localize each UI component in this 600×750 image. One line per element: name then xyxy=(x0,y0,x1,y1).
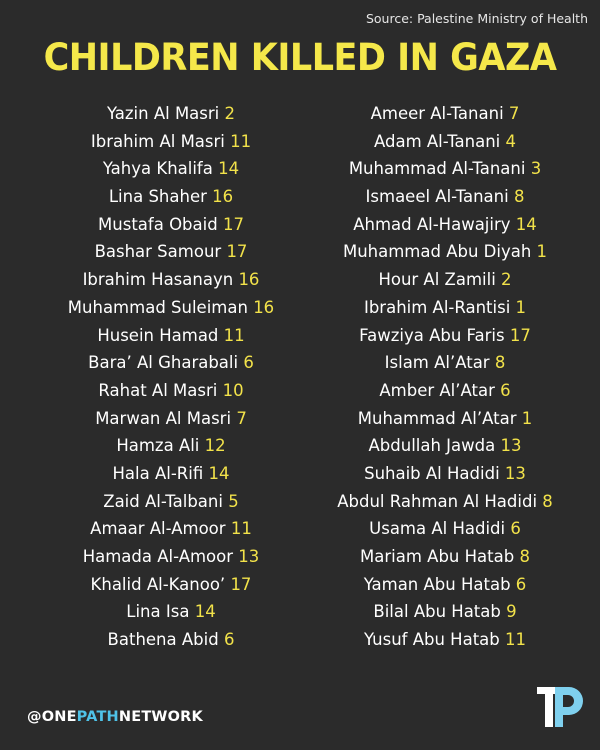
child-name: Hamada Al-Amoor xyxy=(82,547,234,566)
child-age: 11 xyxy=(230,519,252,539)
child-age: 2 xyxy=(501,270,512,290)
list-item xyxy=(290,211,600,239)
handle-path: PATH xyxy=(76,709,119,725)
list-item xyxy=(290,543,600,571)
child-name: Fawziya Abu Faris xyxy=(359,325,505,345)
child-age: 8 xyxy=(513,187,525,207)
child-name: Bara’ Al Gharabali xyxy=(88,353,239,373)
child-age: 9 xyxy=(506,602,517,622)
list-item xyxy=(290,488,600,516)
child-name: Ismaeel Al-Tanani xyxy=(365,187,509,207)
onepath-logo-icon xyxy=(537,683,585,731)
child-name: Adam Al-Tanani xyxy=(373,131,501,151)
child-name: Muhammad Abu Diyah xyxy=(342,242,532,262)
child-age: 17 xyxy=(222,214,244,234)
list-item xyxy=(290,460,600,488)
child-age: 11 xyxy=(505,630,527,650)
child-age: 1 xyxy=(515,297,527,317)
child-name: Suhaib Al Hadidi xyxy=(364,463,500,483)
child-name: Ameer Al-Tanani xyxy=(370,104,504,123)
list-item xyxy=(290,515,600,543)
child-age: 6 xyxy=(243,353,254,373)
child-name: Hour Al Zamili xyxy=(378,270,496,290)
child-name: Muhammad Al’Atar xyxy=(357,408,517,428)
child-age: 17 xyxy=(509,325,531,345)
page-title: CHILDREN KILLED IN GAZA xyxy=(43,36,557,80)
child-name: Yazin Al Masri xyxy=(106,104,220,123)
child-age: 11 xyxy=(223,325,245,345)
child-age: 17 xyxy=(230,574,252,594)
child-age: 14 xyxy=(515,214,537,234)
list-item xyxy=(290,405,600,433)
list-item xyxy=(290,432,600,460)
names-list xyxy=(0,100,600,660)
child-age: 13 xyxy=(238,547,260,566)
child-name: Hala Al-Rifi xyxy=(112,463,204,483)
child-name: Husein Hamad xyxy=(97,325,219,345)
child-name: Hamza Ali xyxy=(116,436,200,456)
child-age: 1 xyxy=(536,242,548,262)
child-name: Abdullah Jawda xyxy=(368,436,496,456)
child-name: Lina Isa xyxy=(126,602,190,622)
child-name: Mustafa Obaid xyxy=(98,214,218,234)
child-age: 13 xyxy=(500,436,522,456)
list-item xyxy=(290,322,600,350)
list-item xyxy=(290,598,600,626)
child-name: Muhammad Suleiman xyxy=(67,297,248,317)
child-name: Khalid Al-Kanoo’ xyxy=(90,574,226,594)
list-item xyxy=(290,349,600,377)
child-name: Islam Al’Atar xyxy=(384,353,490,373)
child-age: 8 xyxy=(542,491,553,511)
handle-one: ONE xyxy=(41,709,77,725)
child-name: Mariam Abu Hatab xyxy=(360,547,515,566)
child-age: 14 xyxy=(218,159,240,179)
list-item xyxy=(290,100,600,128)
child-age: 6 xyxy=(510,519,521,539)
child-name: Yahya Khalifa xyxy=(102,159,213,179)
child-age: 13 xyxy=(504,463,526,483)
child-age: 17 xyxy=(226,242,248,262)
handle-at: @ xyxy=(27,709,42,725)
child-name: Ibrahim Hasanayn xyxy=(82,270,234,290)
list-item xyxy=(290,294,600,322)
child-name: Bathena Abid xyxy=(107,630,219,650)
list-item xyxy=(290,238,600,266)
right-column xyxy=(290,100,600,654)
child-name: Ibrahim Al-Rantisi xyxy=(363,297,511,317)
child-name: Bilal Abu Hatab xyxy=(373,602,501,622)
child-age: 1 xyxy=(521,408,533,428)
footer-handle xyxy=(27,709,203,725)
list-item xyxy=(290,183,600,211)
list-item xyxy=(290,571,600,599)
child-name: Muhammad Al-Tanani xyxy=(348,159,526,179)
list-item xyxy=(290,128,600,156)
child-name: Bashar Samour xyxy=(94,242,222,262)
child-age: 16 xyxy=(212,187,234,207)
child-name: Ibrahim Al Masri xyxy=(90,131,225,151)
child-age: 6 xyxy=(500,380,511,400)
child-age: 6 xyxy=(515,574,527,594)
child-age: 8 xyxy=(494,353,506,373)
child-name: Rahat Al Masri xyxy=(98,380,218,400)
child-age: 2 xyxy=(224,104,236,123)
child-age: 7 xyxy=(508,104,520,123)
child-age: 4 xyxy=(505,131,517,151)
child-age: 10 xyxy=(222,380,244,400)
handle-network: NETWORK xyxy=(118,709,203,725)
child-age: 14 xyxy=(194,602,216,622)
child-name: Yaman Abu Hatab xyxy=(363,574,511,594)
child-name: Yusuf Abu Hatab xyxy=(363,630,500,650)
child-age: 7 xyxy=(236,408,247,428)
list-item xyxy=(290,155,600,183)
child-name: Abdul Rahman Al Hadidi xyxy=(337,491,538,511)
child-age: 16 xyxy=(238,270,260,290)
child-name: Zaid Al-Talbani xyxy=(103,491,223,511)
source-credit: Source: Palestine Ministry of Health xyxy=(365,11,588,26)
list-item xyxy=(290,626,600,654)
child-age: 5 xyxy=(228,491,239,511)
list-item xyxy=(290,377,600,405)
child-age: 14 xyxy=(208,463,230,483)
child-name: Usama Al Hadidi xyxy=(369,519,506,539)
child-age: 6 xyxy=(223,630,235,650)
child-name: Ahmad Al-Hawajiry xyxy=(353,214,511,234)
list-item xyxy=(290,266,600,294)
child-name: Marwan Al Masri xyxy=(95,408,232,428)
child-age: 12 xyxy=(204,436,226,456)
child-name: Amaar Al-Amoor xyxy=(90,519,226,539)
child-age: 11 xyxy=(230,131,252,151)
child-age: 3 xyxy=(530,159,542,179)
child-age: 16 xyxy=(253,297,275,317)
child-name: Lina Shaher xyxy=(108,187,207,207)
child-name: Amber Al’Atar xyxy=(379,380,495,400)
child-age: 8 xyxy=(519,547,530,566)
